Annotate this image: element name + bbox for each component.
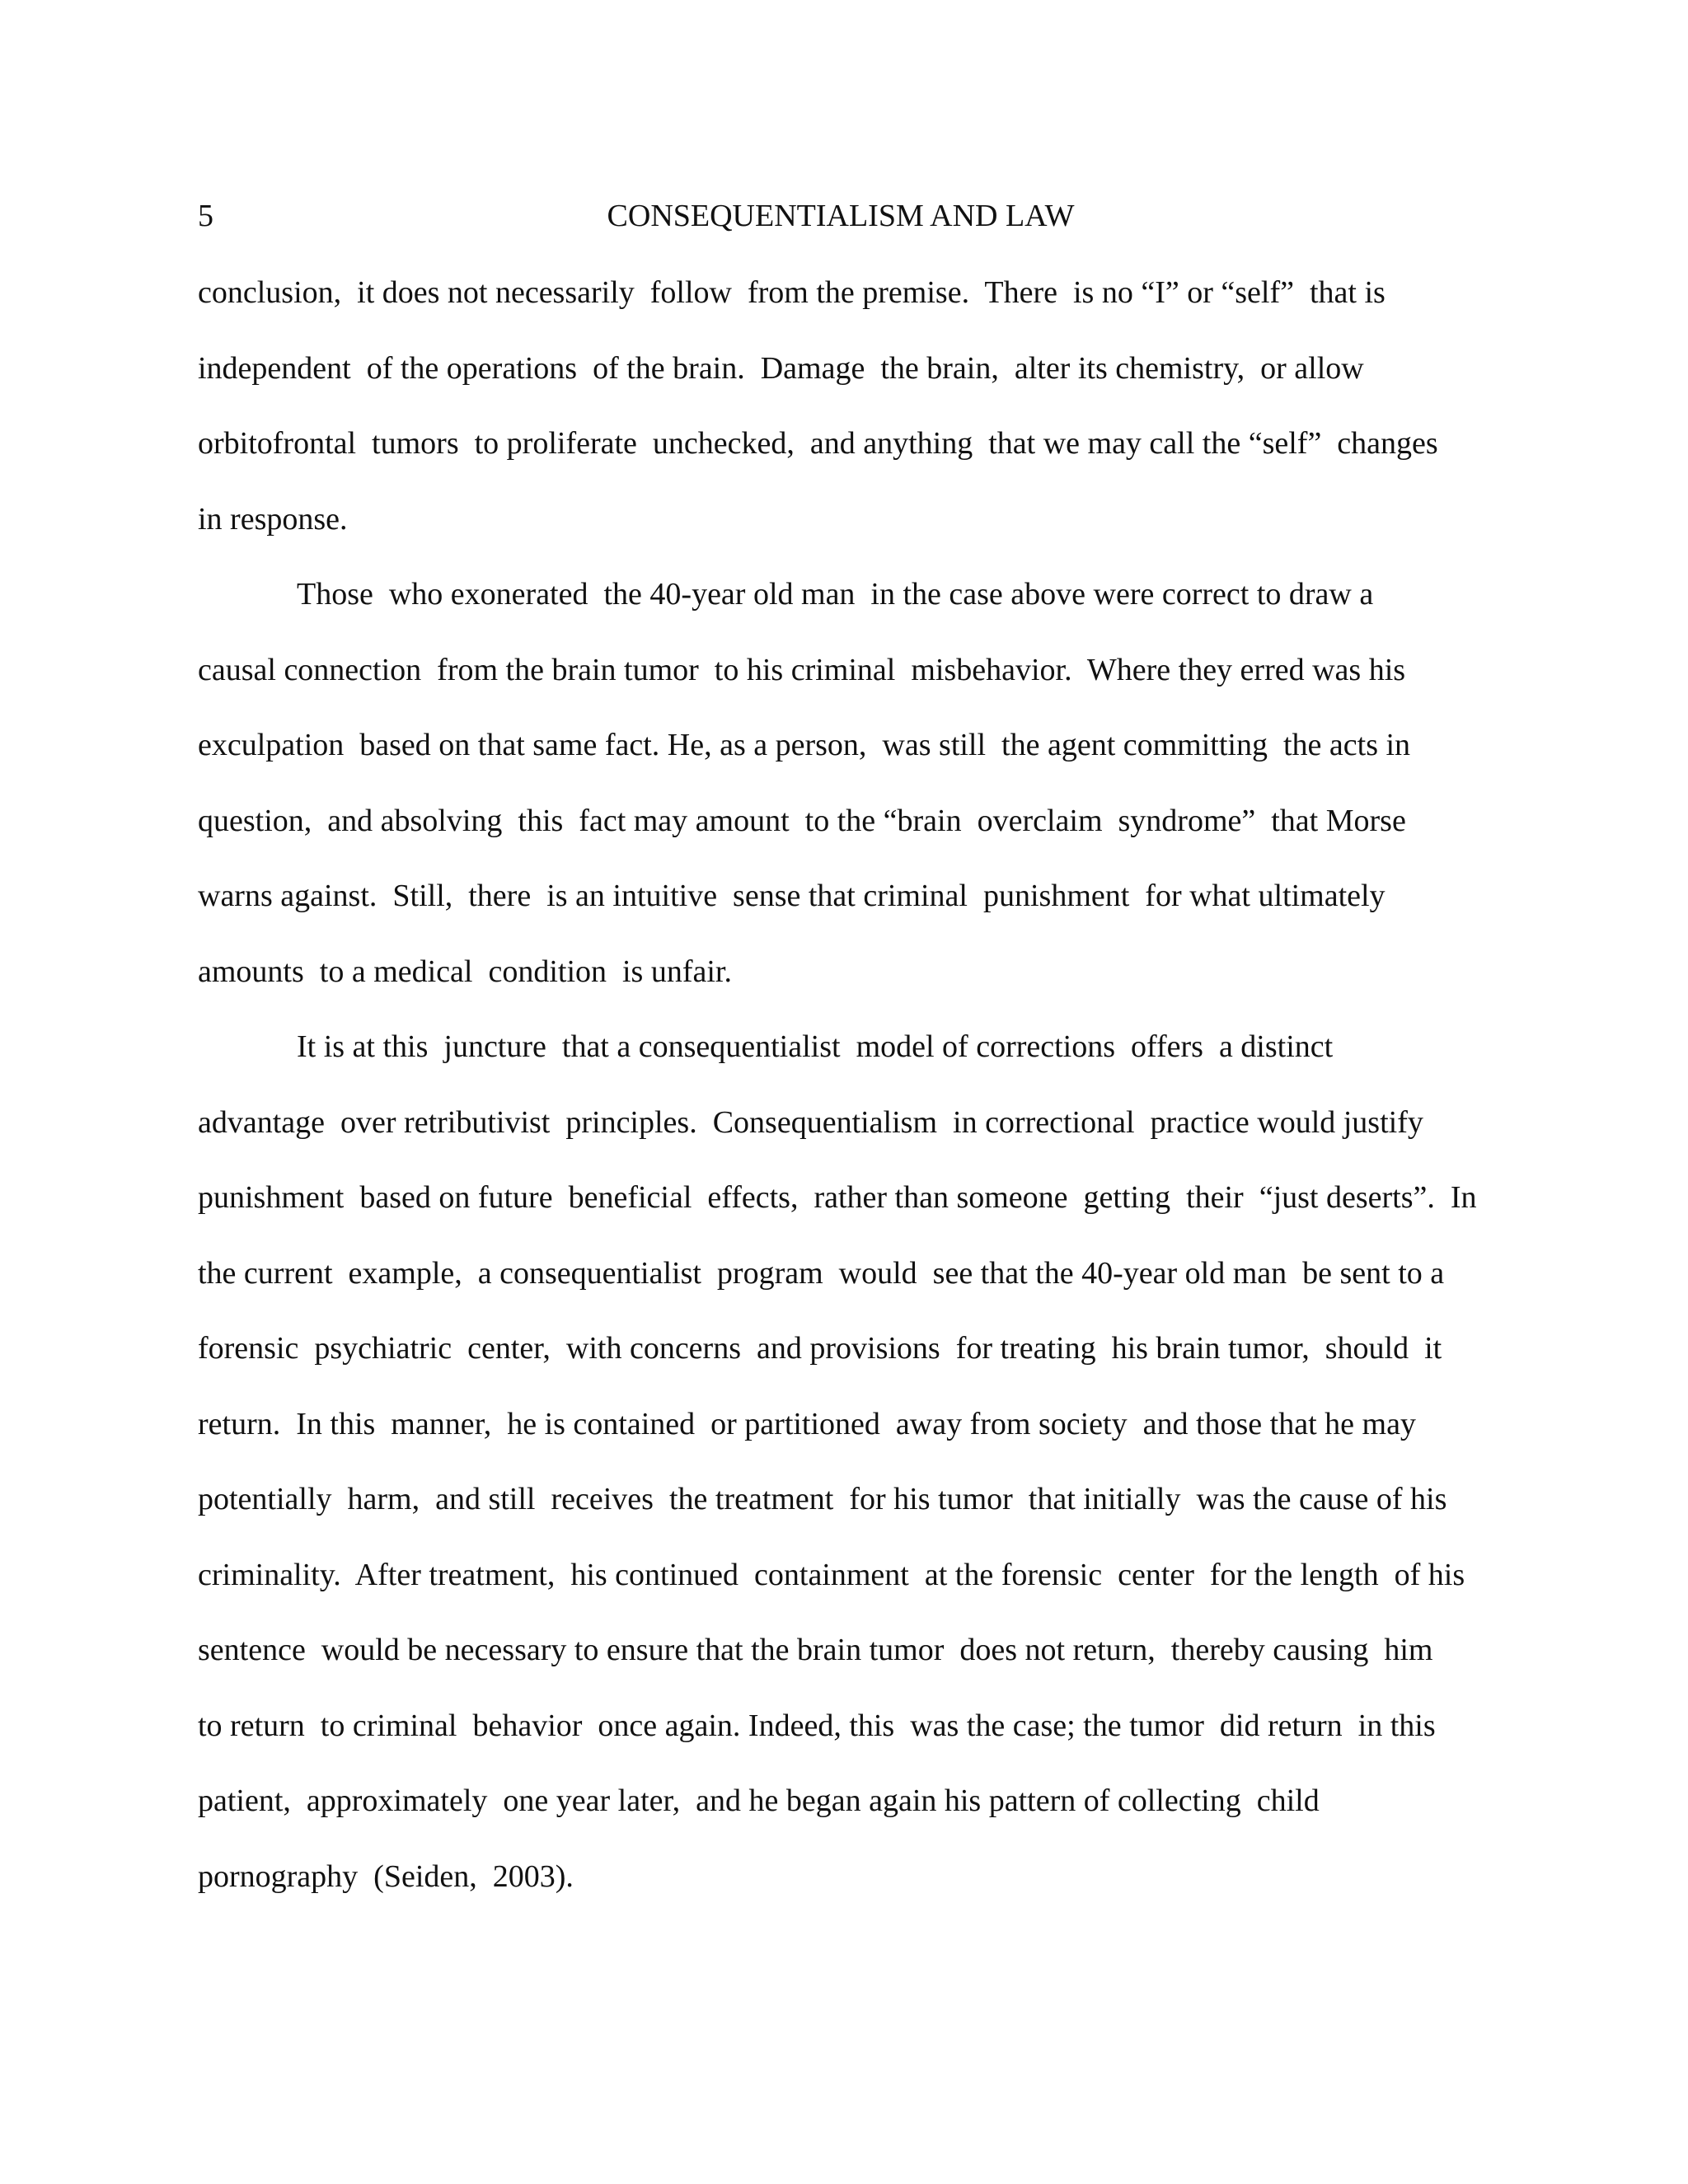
text-line: advantage over retributivist principles. Consequentialism in correctional practice would justify: [198, 1104, 1423, 1140]
paragraph: [198, 569, 1484, 1022]
text-line: patient, approximately one year later, and he began again his pattern of collecting child: [198, 1783, 1320, 1818]
text-line: forensic psychiatric center, with concerns and provisions for treating his brain tumor, should it: [198, 1331, 1442, 1366]
running-head: [198, 191, 1484, 241]
text-line: exculpation based on that same fact. He, as a person, was still the agent committing the acts in: [198, 728, 1411, 762]
text-line: amounts to a medical condition is unfair.: [198, 954, 732, 989]
text-line: independent of the operations of the brain. Damage the brain, alter its chemistry, or allow: [198, 350, 1364, 386]
text-line: causal connection from the brain tumor to his criminal misbehavior. Where they erred was his: [198, 652, 1406, 687]
body-text: [198, 268, 1484, 1927]
text-line: question, and absolving this fact may amount to the “brain overclaim syndrome” that Morse: [198, 803, 1406, 838]
paragraph: [198, 268, 1484, 569]
text-line: the current example, a consequentialist program would see that the 40-year old man be sent to a: [198, 1255, 1445, 1291]
page-number: 5: [198, 199, 213, 233]
text-line: It is at this juncture that a consequentialist model of corrections offers a distinct: [297, 1029, 1334, 1064]
text-line: punishment based on future beneficial effects, rather than someone getting their “just deserts”. In: [198, 1180, 1477, 1215]
text-line: conclusion, it does not necessarily follow from the premise. There is no “I” or “self” that is: [198, 275, 1386, 310]
text-line: Those who exonerated the 40-year old man in the case above were correct to draw a: [297, 577, 1374, 612]
paragraph: [198, 1022, 1484, 1927]
text-line: return. In this manner, he is contained or partitioned away from society and those that he may: [198, 1406, 1416, 1441]
text-line: potentially harm, and still receives the treatment for his tumor that initially was the cause of his: [198, 1482, 1447, 1516]
text-line: criminality. After treatment, his continued containment at the forensic center for the length of his: [198, 1557, 1465, 1592]
text-line: orbitofrontal tumors to proliferate unchecked, and anything that we may call the “self” changes: [198, 426, 1438, 461]
text-line: warns against. Still, there is an intuitive sense that criminal punishment for what ultimately: [198, 879, 1386, 913]
text-line: pornography (Seiden, 2003).: [198, 1858, 574, 1894]
text-line: to return to criminal behavior once again. Indeed, this was the case; the tumor did return in this: [198, 1708, 1436, 1743]
text-line: in response.: [198, 501, 348, 537]
running-head-title: CONSEQUENTIALISM AND LAW: [607, 199, 1075, 233]
text-line: sentence would be necessary to ensure that the brain tumor does not return, thereby causing him: [198, 1633, 1433, 1667]
